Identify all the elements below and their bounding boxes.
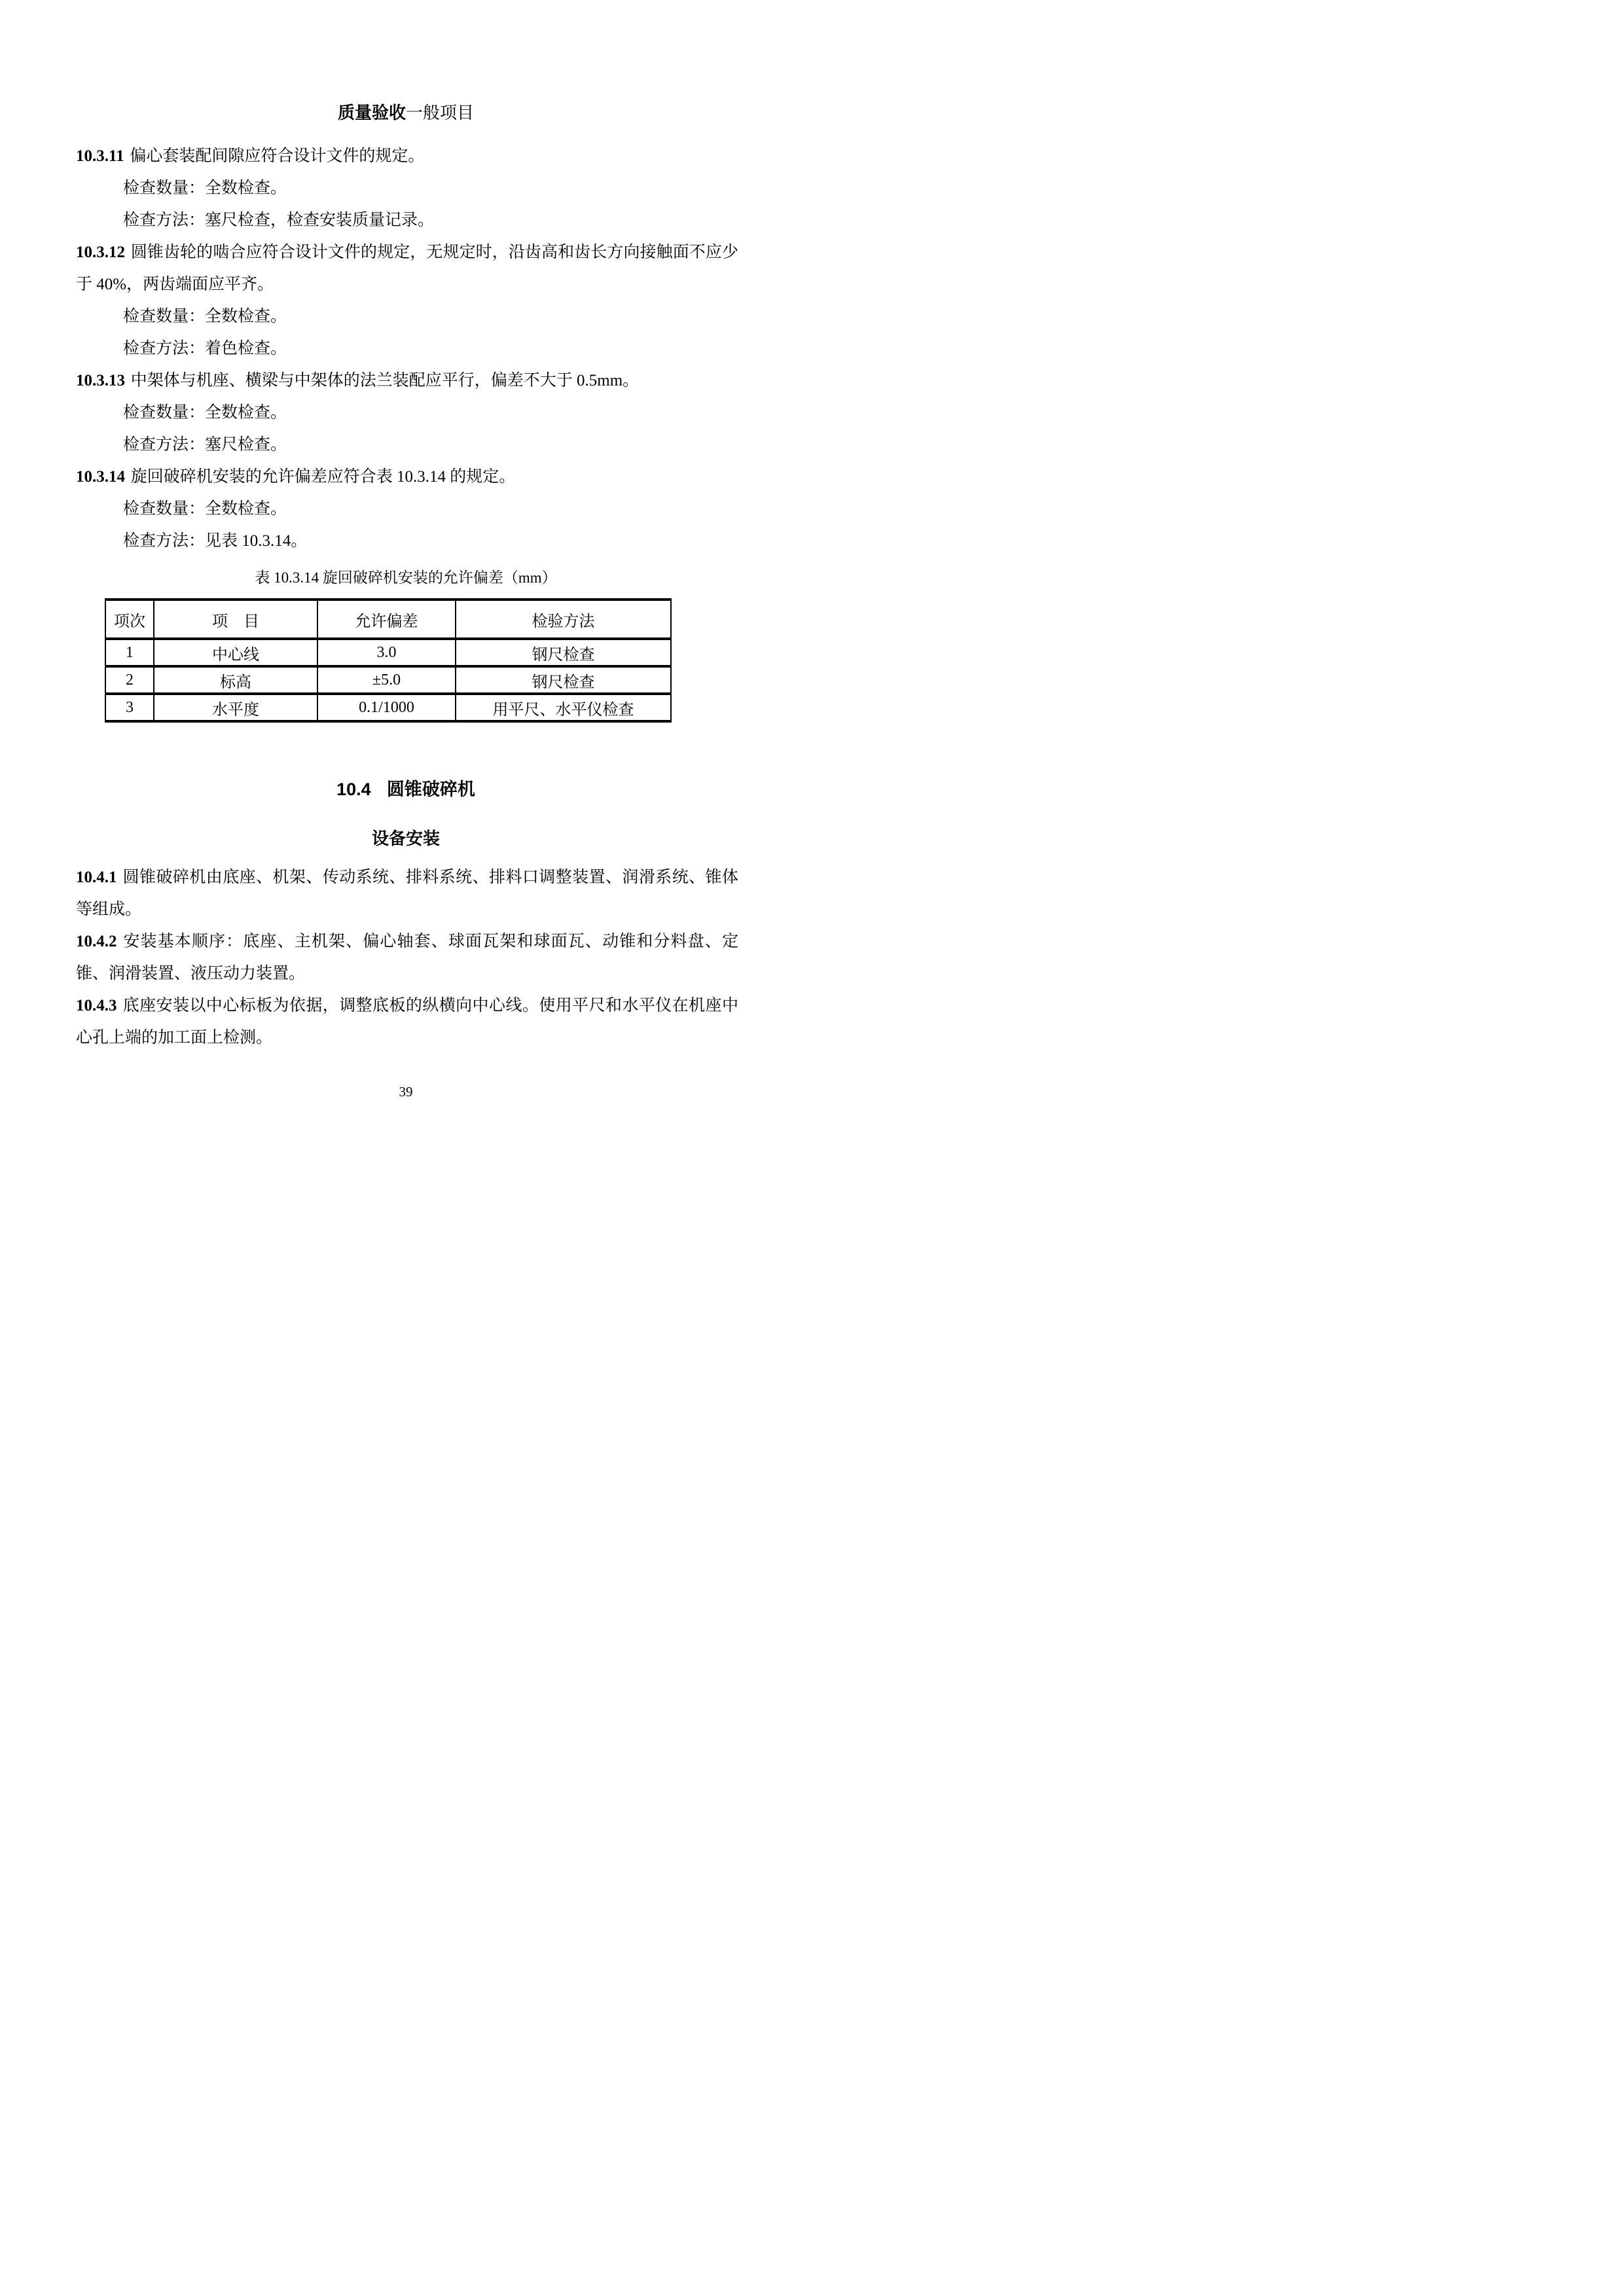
clause-text: 圆锥破碎机由底座、机架、传动系统、排料系统、排料口调整装置、润滑系统、锥体等组成。	[76, 869, 738, 918]
header-inspection-method: 检验方法	[456, 600, 671, 639]
clause-number: 10.3.12	[76, 243, 125, 261]
clause-number: 10.4.2	[76, 933, 117, 950]
clause-10-4-3	[76, 990, 738, 1054]
cell-item-no: 2	[105, 666, 154, 694]
table-row	[105, 666, 671, 694]
cell-item: 水平度	[154, 694, 317, 721]
cell-deviation: ±5.0	[317, 666, 456, 694]
check-quantity-line	[76, 397, 738, 429]
check-method-line	[76, 332, 738, 365]
check-method-line	[76, 429, 738, 461]
clause-text: 安装基本顺序：底座、主机架、偏心轴套、球面瓦架和球面瓦、动锥和分料盘、定锥、润滑装置、液压动力装置。	[76, 933, 738, 982]
clause-text: 偏心套装配间隙应符合设计文件的规定。	[130, 147, 425, 165]
table-header-row	[105, 600, 671, 639]
check-quantity-line	[76, 300, 738, 332]
check-text: 检查方法：着色检查。	[123, 340, 287, 357]
page-title	[0, 97, 812, 129]
page-number: 39	[399, 1084, 413, 1100]
clause-10-3-11	[76, 140, 738, 172]
cell-deviation: 3.0	[317, 639, 456, 666]
cell-method: 用平尺、水平仪检查	[456, 694, 671, 721]
cell-method: 钢尺检查	[456, 666, 671, 694]
page-title-normal: 一般项目	[406, 103, 475, 122]
cell-deviation: 0.1/1000	[317, 694, 456, 721]
cell-item-no: 3	[105, 694, 154, 721]
check-text: 检查数量：全数检查。	[123, 179, 287, 197]
clause-text: 底座安装以中心标板为依据，调整底板的纵横向中心线。使用平尺和水平仪在机座中心孔上端的加工面上检测。	[76, 997, 738, 1047]
table-row	[105, 639, 671, 666]
clause-10-3-12	[76, 236, 738, 300]
check-text: 检查方法：见表 10.3.14。	[123, 532, 308, 550]
cell-item-no: 1	[105, 639, 154, 666]
section-title: 圆锥破碎机	[386, 780, 475, 799]
clause-text: 圆锥齿轮的啮合应符合设计文件的规定，无规定时，沿齿高和齿长方向接触面不应少于 40%，两齿端面应平齐。	[76, 243, 738, 293]
clause-number: 10.3.14	[76, 468, 125, 486]
clause-text: 中架体与机座、横梁与中架体的法兰装配应平行，偏差不大于 0.5mm。	[130, 372, 640, 389]
clause-10-3-13	[76, 365, 738, 397]
check-text: 检查数量：全数检查。	[123, 404, 287, 422]
cell-method: 钢尺检查	[456, 639, 671, 666]
clause-10-3-14	[76, 461, 738, 493]
cell-item: 标高	[154, 666, 317, 694]
section-number: 10.4	[336, 780, 371, 799]
clause-number: 10.3.11	[76, 147, 124, 165]
header-item-no: 项次	[105, 600, 154, 639]
subsection-heading-equipment-install: 设备安装	[371, 829, 440, 848]
check-method-line	[76, 204, 738, 236]
section-10-3	[76, 140, 738, 557]
document-page	[0, 0, 812, 1148]
check-text: 检查方法：塞尺检查，检查安装质量记录。	[123, 211, 435, 229]
clause-number: 10.4.1	[76, 869, 117, 886]
check-quantity-line	[76, 493, 738, 525]
tolerance-table	[105, 598, 672, 723]
page-title-bold: 质量验收	[337, 103, 406, 122]
clause-10-4-1	[76, 861, 738, 925]
check-quantity-line	[76, 172, 738, 204]
table-row	[105, 694, 671, 721]
check-text: 检查方法：塞尺检查。	[123, 436, 287, 454]
check-text: 检查数量：全数检查。	[123, 500, 287, 518]
check-method-line	[76, 525, 738, 557]
header-allowed-deviation: 允许偏差	[317, 600, 456, 639]
header-item: 项 目	[154, 600, 317, 639]
section-heading-10-4	[0, 774, 812, 806]
check-text: 检查数量：全数检查。	[123, 308, 287, 325]
clause-10-4-2	[76, 925, 738, 990]
cell-item: 中心线	[154, 639, 317, 666]
table-caption: 表 10.3.14 旋回破碎机安装的允许偏差（mm）	[255, 569, 557, 586]
clause-number: 10.3.13	[76, 372, 125, 389]
section-10-4-body	[76, 861, 738, 1054]
clause-text: 旋回破碎机安装的允许偏差应符合表 10.3.14 的规定。	[130, 468, 516, 486]
clause-number: 10.4.3	[76, 997, 117, 1014]
